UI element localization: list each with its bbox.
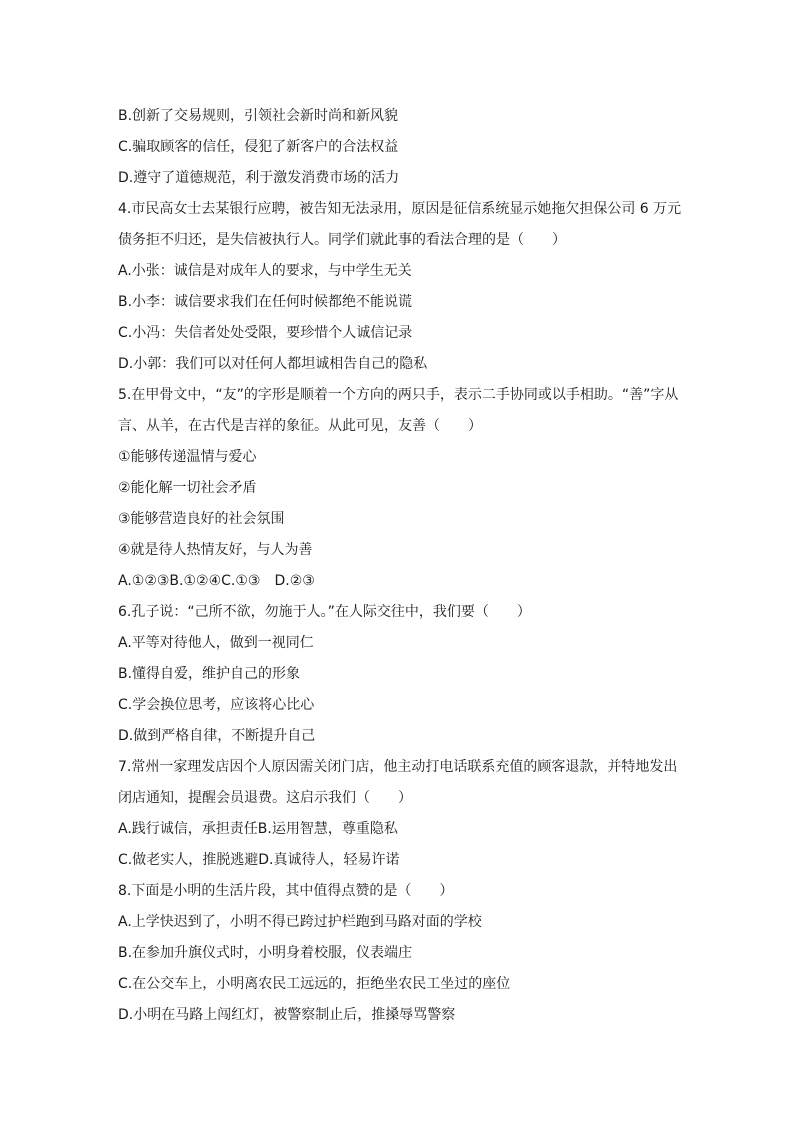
options-5: A.①②③B.①②④C.①③ D.②③ — [118, 573, 315, 589]
question-5-line-1: 5.在甲骨文中，“友”的字形是顺着一个方向的两只手，表示二手协同或以手相助。“善”字从 — [118, 387, 679, 403]
option-8a: A.上学快迟到了，小明不得已跨过护栏跑到马路对面的学校 — [118, 914, 482, 930]
question-8: 8.下面是小明的生活片段，其中值得点赞的是（ ） — [118, 883, 454, 899]
option-6b: B.懂得自爱，维护自己的形象 — [118, 666, 301, 682]
option-4a: A.小张：诚信是对成年人的要求，与中学生无关 — [118, 263, 412, 279]
option-6c: C.学会换位思考，应该将心比心 — [118, 697, 315, 713]
options-7-ab: A.践行诚信，承担责任B.运用智慧，尊重隐私 — [118, 821, 398, 837]
option-3d: D.遵守了道德规范，利于激发消费市场的活力 — [118, 170, 400, 186]
option-3b: B.创新了交易规则，引领社会新时尚和新风貌 — [118, 108, 399, 124]
statement-5-3: ③能够营造良好的社会氛围 — [118, 511, 285, 527]
statement-5-4: ④就是待人热情友好，与人为善 — [118, 542, 313, 558]
question-7-line-1: 7.常州一家理发店因个人原因需关闭门店，他主动打电话联系充值的顾客退款，并特地发出 — [118, 759, 678, 775]
option-4d: D.小郭：我们可以对任何人都坦诚相告自己的隐私 — [118, 356, 428, 372]
option-8b: B.在参加升旗仪式时，小明身着校服，仪表端庄 — [118, 945, 413, 961]
statement-5-1: ①能够传递温情与爱心 — [118, 449, 257, 465]
options-7-cd: C.做老实人，推脱逃避D.真诚待人，轻易许诺 — [118, 852, 400, 868]
question-4-line-2: 债务拒不归还，是失信被执行人。同学们就此事的看法合理的是（ ） — [118, 232, 566, 248]
statement-5-2: ②能化解一切社会矛盾 — [118, 480, 257, 496]
question-6: 6.孔子说：“己所不欲，勿施于人。”在人际交往中，我们要（ ） — [118, 604, 531, 620]
option-4b: B.小李：诚信要求我们在任何时候都绝不能说谎 — [118, 294, 413, 310]
question-4-line-1: 4.市民高女士去某银行应聘，被告知无法录用，原因是征信系统显示她拖欠担保公司 6 万元 — [118, 201, 682, 217]
option-8c: C.在公交车上，小明离农民工远远的，拒绝坐农民工坐过的座位 — [118, 976, 511, 992]
question-7-line-2: 闭店通知，提醒会员退费。这启示我们（ ） — [118, 790, 412, 806]
text-block — [118, 101, 688, 1031]
option-6a: A.平等对待他人，做到一视同仁 — [118, 635, 314, 651]
question-5-line-2: 言、从羊，在古代是吉祥的象征。从此可见，友善（ ） — [118, 418, 482, 434]
option-6d: D.做到严格自律，不断提升自己 — [118, 728, 316, 744]
option-4c: C.小冯：失信者处处受限，要珍惜个人诚信记录 — [118, 325, 413, 341]
option-8d: D.小明在马路上闯红灯，被警察制止后，推搡辱骂警察 — [118, 1007, 456, 1023]
option-3c: C.骗取顾客的信任，侵犯了新客户的合法权益 — [118, 139, 399, 155]
